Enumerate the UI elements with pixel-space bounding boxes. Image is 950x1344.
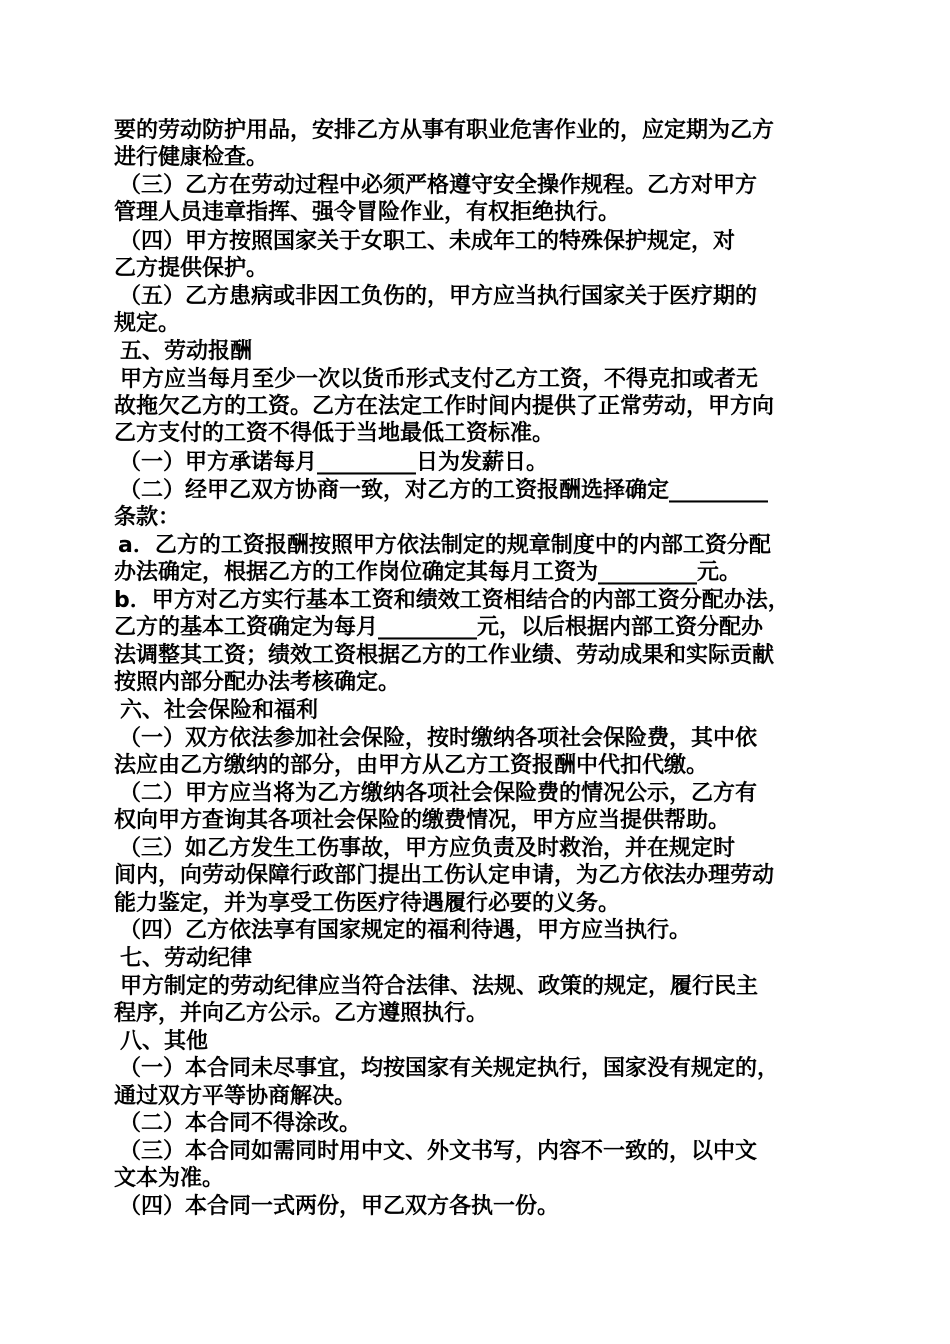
text-line: 乙方的基本工资确定为每月_________元，以后根据内部工资分配办 — [114, 615, 764, 640]
text-line: 通过双方平等协商解决。 — [114, 1084, 357, 1109]
text-line: （三）乙方在劳动过程中必须严格遵守安全操作规程。乙方对甲方 — [119, 173, 758, 198]
text-line: 乙方提供保护。 — [114, 256, 269, 281]
text-line: （二）本合同不得涂改。 — [119, 1111, 362, 1136]
text-line: a．乙方的工资报酬按照甲方依法制定的规章制度中的内部工资分配 — [118, 533, 771, 558]
text-line: （二）甲方应当将为乙方缴纳各项社会保险费的情况公示，乙方有 — [119, 781, 758, 806]
text-line: 甲方制定的劳动纪律应当符合法律、法规、政策的规定，履行民主 — [120, 974, 759, 999]
text-line: 进行健康检查。 — [114, 145, 269, 170]
section-heading: 六、社会保险和福利 — [120, 698, 319, 723]
section-heading: 八、其他 — [120, 1029, 209, 1054]
text-line: 能力鉴定，并为享受工伤医疗待遇履行必要的义务。 — [114, 891, 621, 916]
text-line: （四）本合同一式两份，甲乙双方各执一份。 — [119, 1194, 560, 1219]
text-line: 管理人员违章指挥、强令冒险作业，有权拒绝执行。 — [114, 200, 621, 225]
text-line: 按照内部分配办法考核确定。 — [114, 670, 401, 695]
text-line: 间内，向劳动保障行政部门提出工伤认定申请，为乙方依法办理劳动 — [114, 863, 775, 888]
text-line: 甲方应当每月至少一次以货币形式支付乙方工资，不得克扣或者无 — [120, 367, 759, 392]
text-line: 程序，并向乙方公示。乙方遵照执行。 — [114, 1001, 489, 1026]
text-line: 规定。 — [114, 311, 181, 336]
text-line: （一）双方依法参加社会保险，按时缴纳各项社会保险费，其中依 — [119, 726, 758, 751]
section-heading: 五、劳动报酬 — [120, 339, 253, 364]
text-line: 文本为准。 — [114, 1166, 225, 1191]
text-line: 法调整其工资；绩效工资根据乙方的工作业绩、劳动成果和实际贡献 — [114, 643, 775, 668]
text-line: 要的劳动防护用品，安排乙方从事有职业危害作业的，应定期为乙方 — [114, 118, 775, 143]
text-line: 乙方支付的工资不得低于当地最低工资标准。 — [114, 421, 555, 446]
text-line: 法应由乙方缴纳的部分，由甲方从乙方工资报酬中代扣代缴。 — [114, 753, 709, 778]
text-line: b．甲方对乙方实行基本工资和绩效工资相结合的内部工资分配办法， — [114, 588, 790, 613]
text-line: （四）甲方按照国家关于女职工、未成年工的特殊保护规定，对 — [119, 229, 736, 254]
text-line: 故拖欠乙方的工资。乙方在法定工作时间内提供了正常劳动，甲方向 — [114, 394, 775, 419]
text-line: 办法确定，根据乙方的工作岗位确定其每月工资为_________元。 — [114, 560, 742, 585]
text-line: （一）甲方承诺每月_________日为发薪日。 — [119, 450, 549, 475]
text-line: 权向甲方查询其各项社会保险的缴费情况，甲方应当提供帮助。 — [114, 808, 731, 833]
text-line: 条款： — [114, 505, 181, 530]
text-line: （三）本合同如需同时用中文、外文书写，内容不一致的，以中文 — [119, 1139, 758, 1164]
section-heading: 七、劳动纪律 — [120, 946, 253, 971]
text-line: （二）经甲乙双方协商一致，对乙方的工资报酬选择确定_________ — [119, 478, 769, 503]
text-line: （一）本合同未尽事宜，均按国家有关规定执行，国家没有规定的， — [119, 1056, 780, 1081]
text-line: （五）乙方患病或非因工负伤的，甲方应当执行国家关于医疗期的 — [119, 284, 758, 309]
text-line: （四）乙方依法享有国家规定的福利待遇，甲方应当执行。 — [119, 918, 692, 943]
text-line: （三）如乙方发生工伤事故，甲方应负责及时救治，并在规定时 — [119, 836, 736, 861]
